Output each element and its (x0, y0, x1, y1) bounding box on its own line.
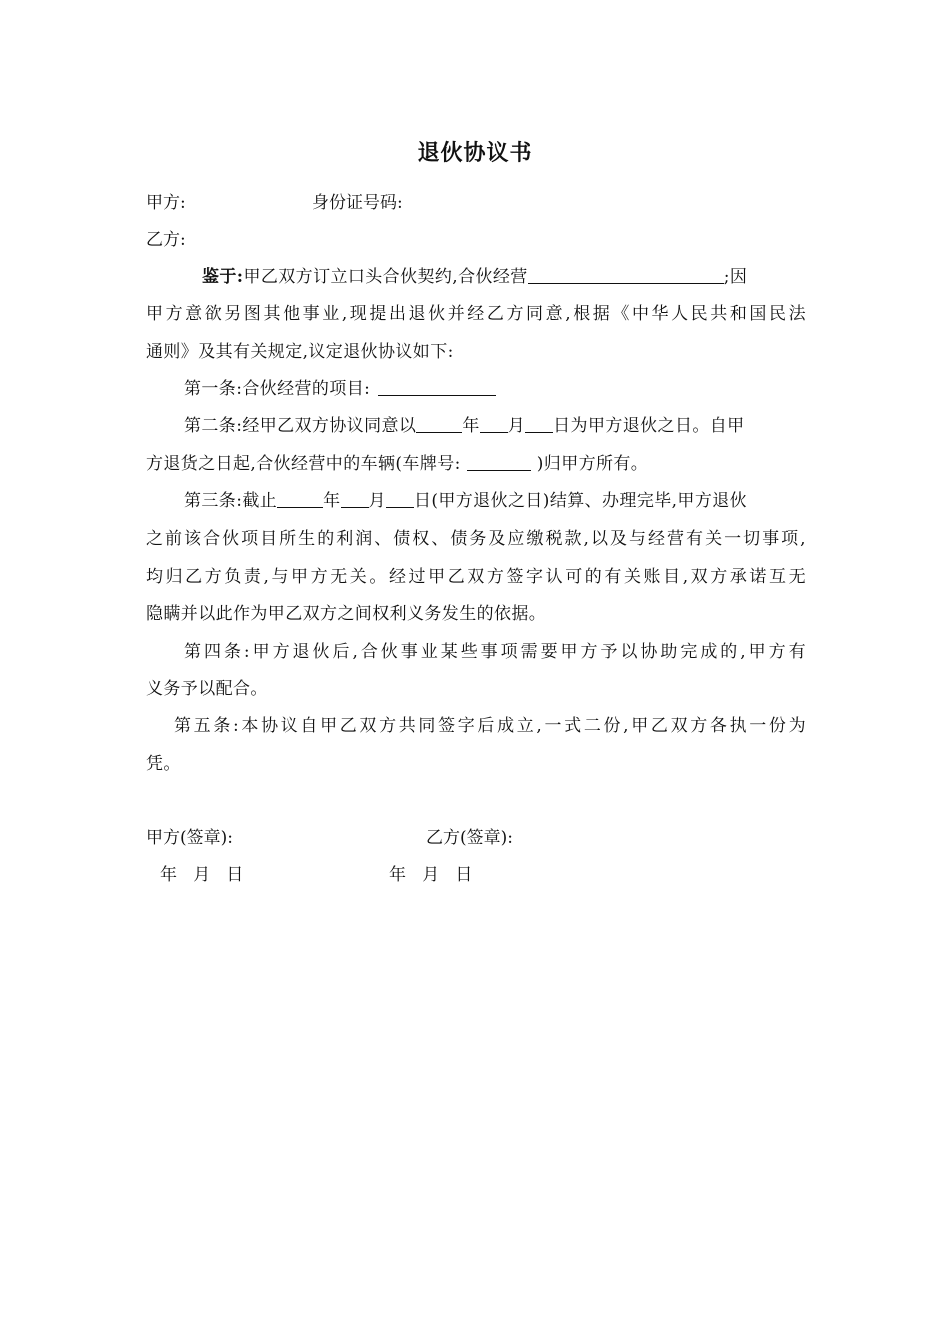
article-4-line-2: 义务予以配合。 (146, 679, 268, 699)
article-1-text: 第一条:合伙经营的项目: (184, 379, 371, 399)
article-2-year-blank (416, 416, 462, 433)
document-title: 退伙协议书 (417, 140, 533, 166)
article-2-text-2a: 方退货之日起,合伙经营中的车辆(车牌号: (146, 454, 461, 474)
article-2-line-1 (184, 414, 806, 438)
article-1 (184, 377, 806, 401)
article-3-month-blank (341, 491, 369, 508)
article-2-year: 年 (462, 416, 480, 436)
plate-number-blank (467, 454, 531, 471)
id-number-label: 身份证号码: (312, 193, 403, 213)
article-3-year: 年 (323, 491, 341, 511)
article-3-day-blank (386, 491, 414, 508)
article-3-line-2: 之前该合伙项目所生的利润、债权、债务及应缴税款,以及与经营有关一切事项, (146, 529, 806, 549)
preamble-text-1a: 甲乙双方订立口头合伙契约,合伙经营 (243, 267, 528, 287)
party-b-date: 年 月 日 (389, 865, 473, 885)
article-4-line-1: 第四条:甲方退伙后,合伙事业某些事项需要甲方予以协助完成的,甲方有 (184, 642, 806, 662)
party-a-signature-label: 甲方(签章): (146, 828, 233, 848)
article-2-month-blank (480, 416, 508, 433)
article-2-text-2b: )归甲方所有。 (536, 454, 649, 474)
article-3-year-blank (277, 491, 323, 508)
party-b-signature-label: 乙方(签章): (426, 828, 513, 848)
party-a-label: 甲方: (146, 193, 186, 213)
article-2-text-rest: 日为甲方退伙之日。自甲 (553, 416, 745, 436)
article-2-text-a: 第二条:经甲乙双方协议同意以 (184, 416, 417, 436)
article-5-line-2: 凭。 (146, 754, 181, 774)
preamble-line-3: 通则》及其有关规定,议定退伙协议如下: (146, 342, 454, 362)
article-5-line-1: 第五条:本协议自甲乙双方共同签字后成立,一式二份,甲乙双方各执一份为 (174, 716, 806, 736)
preamble-lead: 鉴于: (202, 267, 244, 287)
project-blank (378, 379, 496, 396)
article-2-month: 月 (507, 416, 526, 436)
article-2-day-blank (525, 416, 553, 433)
article-3-text-a: 第三条:截止 (184, 491, 278, 511)
party-b-label: 乙方: (146, 230, 186, 250)
article-3-text-rest: 日(甲方退伙之日)结算、办理完毕,甲方退伙 (413, 491, 748, 511)
article-3-month: 月 (368, 491, 386, 511)
preamble-line-2: 甲方意欲另图其他事业,现提出退伙并经乙方同意,根据《中华人民共和国民法 (146, 304, 806, 324)
preamble-line-1 (146, 265, 806, 289)
preamble-text-1b: ;因 (723, 267, 748, 287)
article-3-line-1 (184, 489, 806, 513)
article-3-line-3: 均归乙方负责,与甲方无关。经过甲乙双方签字认可的有关账目,双方承诺互无 (146, 567, 806, 587)
article-3-line-4: 隐瞒并以此作为甲乙双方之间权利义务发生的依据。 (146, 604, 547, 624)
business-blank (528, 267, 724, 284)
article-2-line-2 (146, 452, 806, 476)
party-a-date: 年 月 日 (160, 865, 244, 885)
